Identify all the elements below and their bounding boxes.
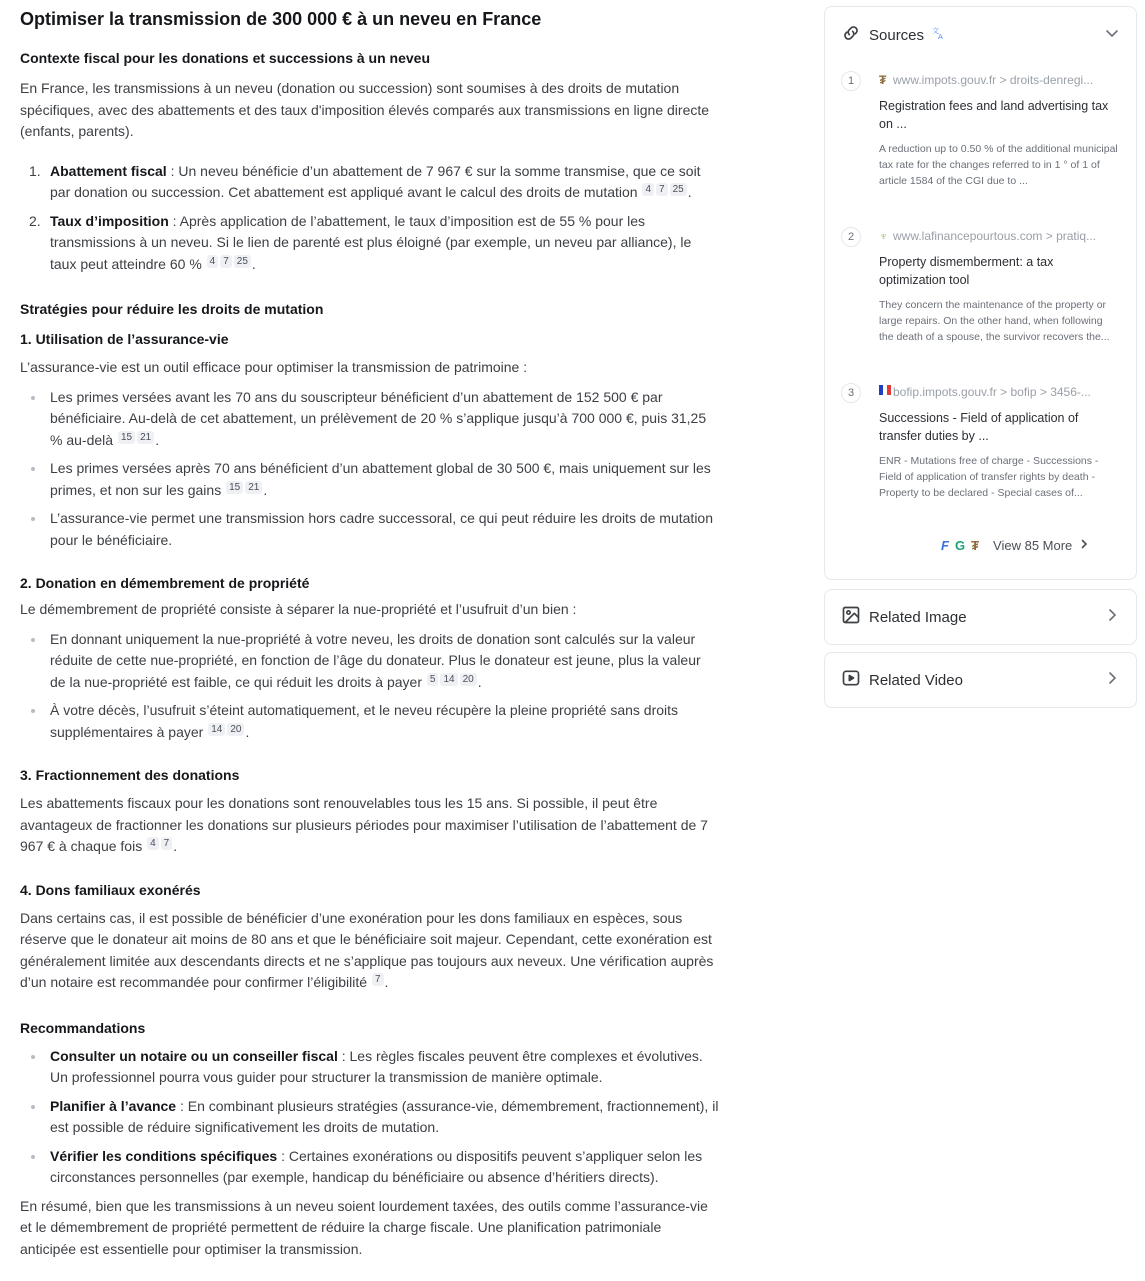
chevron-right-icon	[1104, 670, 1120, 691]
subsection-heading-fractionnement: 3. Fractionnement des donations	[20, 767, 240, 783]
related-video-button[interactable]	[824, 652, 1137, 708]
citation-badge[interactable]: 4	[147, 837, 159, 850]
lafinancepourtous-icon: ♆	[879, 229, 888, 243]
list-item: 1. Abattement fiscal : Un neveu bénéficie d’un abattement de 7 967 € sur la somme transmise, que ce soit par donation ou succession. Cet abattement est appliqué avant le calcul des droits de mutation 4 7 25 .	[29, 162, 701, 200]
view-more-label: View 85 More	[993, 538, 1073, 553]
citation-badge[interactable]: 7	[161, 837, 173, 850]
source-description: ENR - Mutations free of charge - Successions - Field of application of transfer rights by death - Property to be declared - Special cases of...	[879, 455, 1099, 499]
s2-list	[20, 629, 720, 744]
context-list	[20, 161, 720, 276]
page-title: Optimiser la transmission de 300 000 € à un neveu en France	[20, 9, 542, 29]
source-title[interactable]: Property dismemberment: a tax optimization tool	[879, 255, 1054, 287]
context-intro: En France, les transmissions à un neveu (donation ou succession) sont soumises à des droits de mutation spécifiques, avec des abattements et des taux d'imposition élevés comparés aux transmissions en ligne directe (enfants, parents).	[20, 80, 710, 139]
list-item: 2. Taux d’imposition : Après application de l’abattement, le taux d’imposition est de 55 % pour les transmissions à un neveu. Si le lien de parenté est plus éloigné (par exemple, un neveu par alliance), le taux peut atteindre 60 % 4 7 25 .	[29, 212, 692, 272]
s1-list	[20, 387, 720, 552]
source-favicon-icon: ₮	[971, 538, 980, 553]
svg-text:A: A	[938, 32, 943, 40]
source-title[interactable]: Registration fees and land advertising tax on ...	[879, 99, 1109, 131]
subsection-heading-assurance-vie: 1. Utilisation de l’assurance-vie	[20, 331, 229, 347]
link-icon	[841, 23, 861, 48]
translate-icon[interactable]	[932, 26, 946, 45]
source-index: 2	[841, 227, 861, 247]
view-more-button[interactable]	[941, 538, 1090, 553]
chevron-right-icon	[1104, 607, 1120, 628]
citation-badge[interactable]: 21	[245, 481, 262, 494]
citation-badge[interactable]: 7	[372, 973, 384, 986]
source-favicon-icon: F	[941, 538, 949, 553]
chevron-right-icon	[1078, 538, 1090, 553]
citation-badge[interactable]: 20	[227, 723, 244, 736]
reco-list	[20, 1046, 720, 1189]
source-item[interactable]	[841, 383, 1126, 513]
list-item: Les primes versées avant les 70 ans du souscripteur bénéficient d’un abattement de 152 500 € par bénéficiaire. Au-delà de cet abattement, un prélèvement de 20 % s’applique jusqu’à 700 000 €, puis 31,25 % au-delà 15 21 .	[20, 387, 720, 452]
s4-text: Dans certains cas, il est possible de bénéficier d’une exonération pour les dons familiaux en espèces, sous réserve que le donateur ait moins de 80 ans et que le bénéficiaire soit majeur. Cependant, cette exonération est généralement limitée aux descendants directs et ne s’applique pas toujours aux neveux. Une vérification auprès d’un notaire est recommandée pour confirmer l’éligibilité 7 .	[20, 909, 714, 990]
citation-badge[interactable]: 25	[234, 255, 251, 268]
list-item: L’assurance-vie permet une transmission hors cadre successoral, ce qui peut réduire les droits de mutation pour le bénéficiaire.	[20, 508, 720, 551]
citation-badge[interactable]: 7	[656, 183, 668, 196]
sources-header[interactable]	[825, 7, 1136, 63]
s3-text: Les abattements fiscaux pour les donations sont renouvelables tous les 15 ans. Si possible, il peut être avantageux de fractionner les donations sur plusieurs périodes pour maximiser l’utilisation de l’abattement de 7 967 € à chaque fois 4 7 .	[20, 795, 708, 854]
list-item: Vérifier les conditions spécifiques : Certaines exonérations ou dispositifs peuvent s’appliquer selon les circonstances personnelles (par exemple, handicap du bénéficiaire ou absence d’héritiers directs).	[20, 1146, 720, 1189]
impots-gouv-icon: ₮	[879, 73, 887, 87]
bofip-icon	[879, 384, 893, 400]
citation-badge[interactable]: 20	[460, 673, 477, 686]
citation-badge[interactable]: 14	[440, 673, 457, 686]
citation-badge[interactable]: 21	[137, 431, 154, 444]
citation-badge[interactable]: 25	[670, 183, 687, 196]
citation-badge[interactable]: 15	[226, 481, 243, 494]
source-description: A reduction up to 0.50 % of the additional municipal tax rate for the changes referred to in 1 ° of 1 of article 1584 of the CGI due to ...	[879, 143, 1118, 187]
source-item[interactable]	[841, 71, 1126, 201]
chevron-down-icon[interactable]	[1104, 25, 1120, 46]
source-url[interactable]: bofip.impots.gouv.fr > bofip > 3456-...	[893, 385, 1091, 399]
source-title[interactable]: Successions - Field of application of transfer duties by ...	[879, 411, 1079, 443]
subsection-heading-dons-familiaux: 4. Dons familiaux exonérés	[20, 881, 201, 898]
svg-text:文: 文	[932, 26, 940, 35]
s1-intro: L’assurance-vie est un outil efficace pour optimiser la transmission de patrimoine :	[20, 359, 528, 375]
sources-title: Sources	[869, 26, 925, 44]
video-icon	[841, 668, 861, 693]
source-url[interactable]: www.lafinancepourtous.com > pratiq...	[893, 229, 1097, 243]
source-url[interactable]: www.impots.gouv.fr > droits-denregi...	[893, 73, 1094, 87]
subsection-heading-demembrement: 2. Donation en démembrement de propriété	[20, 575, 310, 591]
answer-article	[20, 0, 720, 1260]
source-index: 3	[841, 383, 861, 403]
image-icon	[841, 605, 861, 630]
citation-badge[interactable]: 7	[220, 255, 232, 268]
s2-intro: Le démembrement de propriété consiste à séparer la nue-propriété et l’usufruit d’un bien :	[20, 601, 577, 617]
source-index: 1	[841, 71, 861, 91]
section-heading-strategies: Stratégies pour réduire les droits de mutation	[20, 301, 324, 317]
citation-badge[interactable]: 4	[207, 255, 219, 268]
citation-badge[interactable]: 4	[642, 183, 654, 196]
section-heading-recommandations: Recommandations	[20, 1019, 146, 1036]
sources-panel	[824, 6, 1137, 580]
related-image-label: Related Image	[869, 608, 967, 626]
list-item: Consulter un notaire ou un conseiller fiscal : Les règles fiscales peuvent être complexes et évolutives. Un professionnel pourra vous guider pour structurer la transmission de manière optimale.	[20, 1046, 720, 1089]
source-favicon-icon: G	[954, 538, 966, 553]
section-heading-context: Contexte fiscal pour les donations et successions à un neveu	[20, 50, 430, 66]
related-video-label: Related Video	[869, 671, 963, 689]
citation-badge[interactable]: 14	[208, 723, 225, 736]
list-item: Planifier à l’avance : En combinant plusieurs stratégies (assurance-vie, démembrement, fractionnement), il est possible de réduire significativement les droits de mutation.	[20, 1096, 720, 1139]
citation-badge[interactable]: 15	[118, 431, 135, 444]
source-item[interactable]	[841, 227, 1126, 357]
citation-badge[interactable]: 5	[427, 673, 439, 686]
source-description: They concern the maintenance of the property or large repairs. On the other hand, when following the death of a spouse, the survivor recovers the...	[879, 299, 1110, 343]
related-image-button[interactable]	[824, 589, 1137, 645]
conclusion: En résumé, bien que les transmissions à un neveu soient lourdement taxées, des outils comme l’assurance-vie et le démembrement de propriété permettent de réduire la charge fiscale. Une planification patrimoniale anticipée est essentielle pour optimiser la transmission.	[20, 1197, 708, 1257]
list-item: Les primes versées après 70 ans bénéficient d’un abattement global de 30 500 €, mais uniquement sur les primes, et non sur les gains 15 21 .	[20, 458, 720, 501]
list-item: En donnant uniquement la nue-propriété à votre neveu, les droits de donation sont calculés sur la valeur réduite de cette nue-propriété, en fonction de l’âge du donateur. Plus le donateur est jeune, plus la valeur de la nue-propriété est faible, ce qui réduit les droits à payer 5 14 20 .	[20, 629, 720, 694]
list-item: À votre décès, l’usufruit s’éteint automatiquement, et le neveu récupère la pleine propriété sans droits supplémentaires à payer 14 20 .	[20, 700, 720, 743]
